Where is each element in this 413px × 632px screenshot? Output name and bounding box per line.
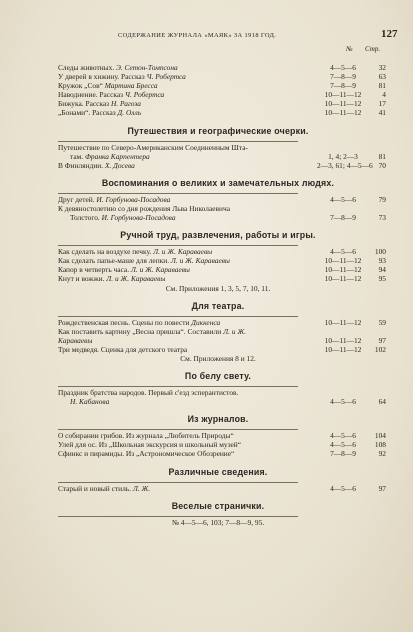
section-rule [58,482,298,483]
toc-entry [58,143,378,152]
entry-issue-numbers: 7—8—9 [330,81,356,91]
entry-title [58,161,135,170]
running-head: СОДЕРЖАНИЕ ЖУРНАЛА «МАЯК» ЗА 1918 ГОД. [118,32,277,39]
entry-title [70,152,150,161]
entry-title [58,327,246,336]
entry-title [58,204,230,213]
toc-entry [58,108,386,118]
entry-title [58,440,241,449]
toc-entry [58,397,386,407]
toc-entry [58,194,386,204]
entry-issue-numbers: 10—11—12 [324,274,362,284]
entry-text: „Бонами“. Рассказ [58,108,118,118]
entry-text: Капор в четверть часа. [58,265,131,275]
entry-text: Рождественская песнь. Сцены по повести [58,317,192,327]
entry-title [58,265,190,274]
entry-issue-numbers: 4—5—6 [330,397,356,407]
entry-text: Улей для ос. Из „Школьная экскурсия и школьный музей“ [58,440,242,450]
entry-title [58,449,234,458]
toc-entry [58,151,386,161]
entry-text: Наводнение. Рассказ [58,90,125,100]
entry-text: Кружок „Сов“ [58,81,105,91]
entry-author: Л. и Ж. Караваевы [130,265,190,275]
entry-issue-numbers: 7—8—9 [330,72,356,82]
toc-entry [58,388,378,397]
entry-issue-numbers: 10—11—12 [324,317,362,327]
entry-page: 102 [374,344,386,354]
entry-author: Л. и Ж. Караваевы [106,274,166,284]
entry-page: 93 [378,256,386,266]
section-heading: Для театра. [191,300,245,311]
page-number: 127 [381,28,398,40]
entry-title [58,90,164,99]
section-heading: Различные сведения. [168,466,268,477]
entry-text: Как сделать папье-маше для лепки. [58,256,171,266]
entry-issue-numbers: 10—11—12 [324,335,362,345]
entry-page: 79 [378,194,386,204]
entry-issue-numbers: 2—3, 61; 4—5—6 [317,160,373,170]
entry-page: 97 [378,483,386,493]
entry-title [58,318,220,327]
entry-title [58,274,165,283]
table-of-contents [58,63,386,527]
entry-text: Как сделать на воздухе печку. [58,247,154,257]
entry-issue-numbers: 4—5—6 [330,440,356,450]
entry-page: 108 [374,440,386,450]
entry-title [58,484,150,493]
section-heading: Воспоминания о великих и замечательных людях. [101,177,335,188]
toc-entry [58,160,386,170]
entry-page: 95 [378,274,386,284]
entry-issue-numbers: 10—11—12 [324,344,362,354]
entry-author: Л. и Ж. Караваевы [153,247,213,257]
entry-text: Как поставить картину „Весна пришла“. Составили [58,326,224,336]
column-header-issue: № [346,45,353,53]
entry-author: Э. Сетон-Томпсона [116,63,178,72]
entry-text: О собирании грибов. Из журнала „Любитель Природы“ [58,431,234,441]
entry-author: Франка Карпентера [84,151,150,161]
entry-title [58,345,187,354]
entry-author: Ч. Робертса [146,72,186,82]
entry-text: Старый и новый стиль. [58,483,133,493]
entry-author: Диккенса [191,317,221,327]
entry-page: 63 [378,72,386,82]
toc-entry [58,63,386,72]
entry-issue-numbers: 4—5—6 [330,431,356,441]
entry-issue-numbers: 4—5—6 [330,483,356,493]
entry-author: Л. и Ж. Караваевы [170,256,230,266]
entry-author: Л. и Ж. [223,326,246,336]
toc-entry [58,335,386,345]
entry-page: 70 [378,160,386,170]
entry-text: Три медведя. Сценка для детского театра [58,344,188,354]
entry-title [70,397,109,406]
column-header-page: Стр. [365,45,381,53]
entry-author: И. Горбунова-Посадова [96,194,171,204]
entry-page: 41 [378,108,386,118]
entry-issue-numbers: 1, 4; 2—3 [328,151,358,161]
entry-issue-numbers: 4—5—6 [330,247,356,257]
entry-author: Х. Досева [104,160,135,170]
entry-page: 59 [378,317,386,327]
entry-title [70,213,176,222]
toc-entry [58,327,378,336]
toc-entry [58,344,386,354]
toc-entry [58,440,386,450]
toc-entry [58,99,386,109]
section-footnote: № 4—5—6, 103; 7—8—9, 95. [171,517,265,527]
toc-entry [58,483,386,493]
entry-page: 17 [378,99,386,109]
entry-text: Бижука. Рассказ [58,99,111,109]
section-rule [58,316,298,317]
entry-issue-numbers: 10—11—12 [324,90,362,100]
entry-issue-numbers: 4—5—6 [330,194,356,204]
entry-page: 81 [378,151,386,161]
entry-text: Сфинкс и пирамиды. Из „Астрономическое Обозрение“ [58,449,235,459]
entry-title [58,388,238,397]
entry-author: Ч. Робертса [124,90,165,100]
entry-page: 94 [378,265,386,275]
entry-page: 64 [378,397,386,407]
section-footnote: См. Приложения 8 и 12. [180,353,256,363]
entry-title [58,256,230,265]
entry-page: 92 [378,449,386,459]
section-heading: Из журналов. [187,414,249,425]
toc-entry [58,90,386,100]
entry-issue-numbers: 7—8—9 [330,213,356,223]
entry-author: И. Горбунова-Посадова [101,213,176,223]
entry-author: Н. Кабанова [70,397,110,407]
entry-issue-numbers: 10—11—12 [324,256,362,266]
toc-entry [58,204,378,213]
toc-entry [58,213,386,223]
entry-author: Д. Олль [117,108,142,118]
entry-page: 32 [378,63,386,72]
toc-entry [58,274,386,284]
entry-title [58,195,170,204]
toc-entry [58,431,386,441]
toc-entry [58,247,386,257]
section-heading: Веселые странички. [171,500,265,511]
entry-text: У дверей в хижину. Рассказ [58,72,147,82]
entry-text: Путешествие по Северо-Американским Соединенным Шта- [58,142,248,152]
entry-author: Мартина Бресса [104,81,158,91]
entry-title [58,336,92,345]
toc-entry [58,256,386,266]
entry-text: Праздник братства народов. Первый с'езд эсперантистов. [58,388,239,398]
toc-entry [58,317,386,327]
entry-issue-numbers: 4—5—6 [330,63,356,72]
section-rule [58,386,298,387]
entry-page: 97 [378,335,386,345]
entry-issue-numbers: 10—11—12 [324,99,362,109]
entry-author: Л. Ж. [132,483,151,493]
section-rule [58,193,298,194]
section-footnote: См. Приложения 1, 3, 5, 7, 10, 11. [165,283,271,293]
section-heading: По белу свету. [184,371,252,382]
entry-page: 100 [374,247,386,257]
entry-issue-numbers: 7—8—9 [330,449,356,459]
entry-text: Друг детей. [58,194,97,204]
entry-text: там. [70,151,85,161]
entry-page: 104 [374,431,386,441]
entry-title [58,247,212,256]
entry-text: Кнут и вожжи. [58,274,107,284]
section-rule [58,516,298,517]
entry-title [58,143,248,152]
entry-text: К девяностолетию со дня рождения Льва Николаевича [58,203,230,213]
entry-text: Толстого. [70,213,102,223]
entry-title [58,108,141,117]
entry-issue-numbers: 10—11—12 [324,265,362,275]
entry-title [58,63,178,72]
entry-title [58,99,141,108]
entry-text: Следы животных. [58,63,117,72]
entry-title [58,81,158,90]
section-rule [58,429,298,430]
section-rule [58,245,298,246]
toc-entry [58,449,386,459]
entry-author: Караваевы [58,335,93,345]
section-heading: Ручной труд, развлечения, работы и игры. [120,230,316,241]
toc-entry [58,265,386,275]
section-rule [58,141,298,142]
entry-author: Н. Рагоза [110,99,141,109]
section-heading: Путешествия и географические очерки. [127,125,309,136]
entry-page: 81 [378,81,386,91]
entry-text: В Финляндии. [58,160,105,170]
entry-issue-numbers: 10—11—12 [324,108,362,118]
entry-page: 73 [378,213,386,223]
toc-entry [58,81,386,91]
toc-entry [58,72,386,82]
entry-page: 4 [382,90,386,100]
entry-title [58,72,186,81]
entry-title [58,431,234,440]
